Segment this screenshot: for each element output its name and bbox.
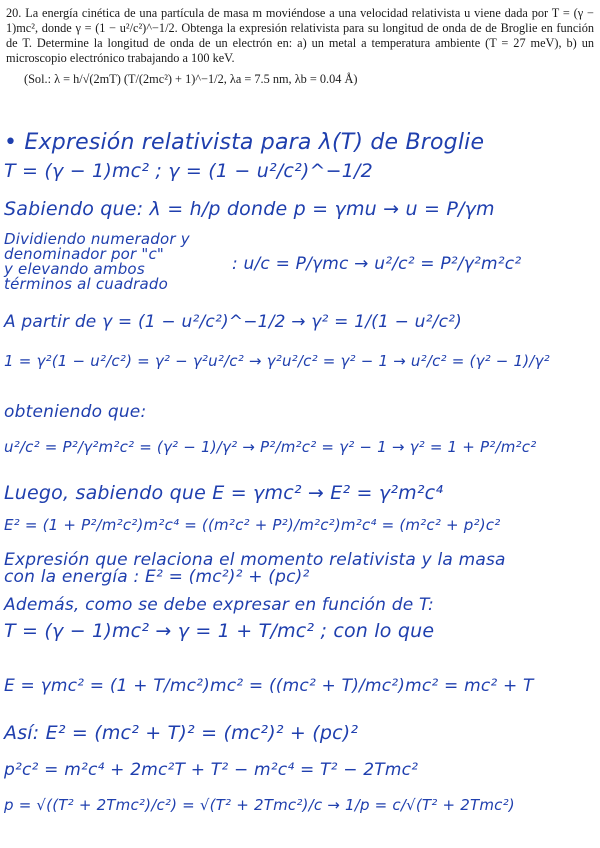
- notes-line-1: T = (γ − 1)mc² ; γ = (1 − u²/c²)^−1/2: [4, 160, 373, 182]
- notes-line-3a: Dividiendo numerador y: [4, 230, 190, 248]
- notes-line-12: T = (γ − 1)mc² → γ = 1 + T/mc² ; con lo que: [4, 620, 435, 642]
- notes-line-13: E = γmc² = (1 + T/mc²)mc² = ((mc² + T)/mc²)mc² = mc² + T: [4, 676, 534, 696]
- problem-text: La energía cinética de una partícula de masa m moviéndose a una velocidad relativista u viene dada por T = (γ − 1)mc², donde γ = (1 − u²/c²)^−1/2. Obtenga la expresión relativista para su longitud de onda de de Broglie en función de T. Determine la longitud de onda de un electrón en: a) un metal a temperatura ambiente (T = 27 meV), b) un microscopio electrónico trabajando a 100 keV.: [6, 6, 594, 65]
- notes-title: • Expresión relativista para λ(T) de Broglie: [4, 130, 485, 155]
- notes-line-3d: términos al cuadrado: [4, 275, 168, 293]
- notes-line-5: 1 = γ²(1 − u²/c²) = γ² − γ²u²/c² → γ²u²/c² = γ² − 1 → u²/c² = (γ² − 1)/γ²: [4, 352, 550, 370]
- notes-line-6: obteniendo que:: [4, 402, 147, 422]
- notes-line-2: Sabiendo que: λ = h/p donde p = γmu → u = P/γm: [4, 198, 495, 220]
- notes-line-10a: Expresión que relaciona el momento relativista y la masa: [4, 550, 506, 570]
- notes-line-4: A partir de γ = (1 − u²/c²)^−1/2 → γ² = 1/(1 − u²/c²): [4, 312, 462, 332]
- notes-line-15: p²c² = m²c⁴ + 2mc²T + T² − m²c⁴ = T² − 2Tmc²: [4, 760, 419, 780]
- notes-line-16: p = √((T² + 2Tmc²)/c²) = √(T² + 2Tmc²)/c → 1/p = c/√(T² + 2Tmc²): [4, 796, 515, 814]
- problem-number: 20.: [6, 6, 22, 20]
- problem-solution: (Sol.: λ = h/√(2mT) (T/(2mc²) + 1)^−1/2, λa = 7.5 nm, λb = 0.04 Å): [24, 72, 358, 86]
- notes-line-10b: con la energía : E² = (mc²)² + (pc)²: [4, 567, 310, 587]
- notes-line-14: Así: E² = (mc² + T)² = (mc²)² + (pc)²: [4, 722, 359, 744]
- notes-line-11: Además, como se debe expresar en función de T:: [4, 595, 434, 615]
- notes-line-7: u²/c² = P²/γ²m²c² = (γ² − 1)/γ² → P²/m²c² = γ² − 1 → γ² = 1 + P²/m²c²: [4, 438, 537, 456]
- notes-line-3c: y elevando ambos: [4, 260, 145, 278]
- notes-line-8: Luego, sabiendo que E = γmc² → E² = γ²m²c⁴: [4, 482, 444, 504]
- notes-line-3b: denominador por "c": [4, 245, 165, 263]
- notes-line-3-equation: : u/c = P/γmc → u²/c² = P²/γ²m²c²: [232, 254, 522, 274]
- notes-line-9: E² = (1 + P²/m²c²)m²c⁴ = ((m²c² + P²)/m²c²)m²c⁴ = (m²c² + p²)c²: [4, 516, 501, 534]
